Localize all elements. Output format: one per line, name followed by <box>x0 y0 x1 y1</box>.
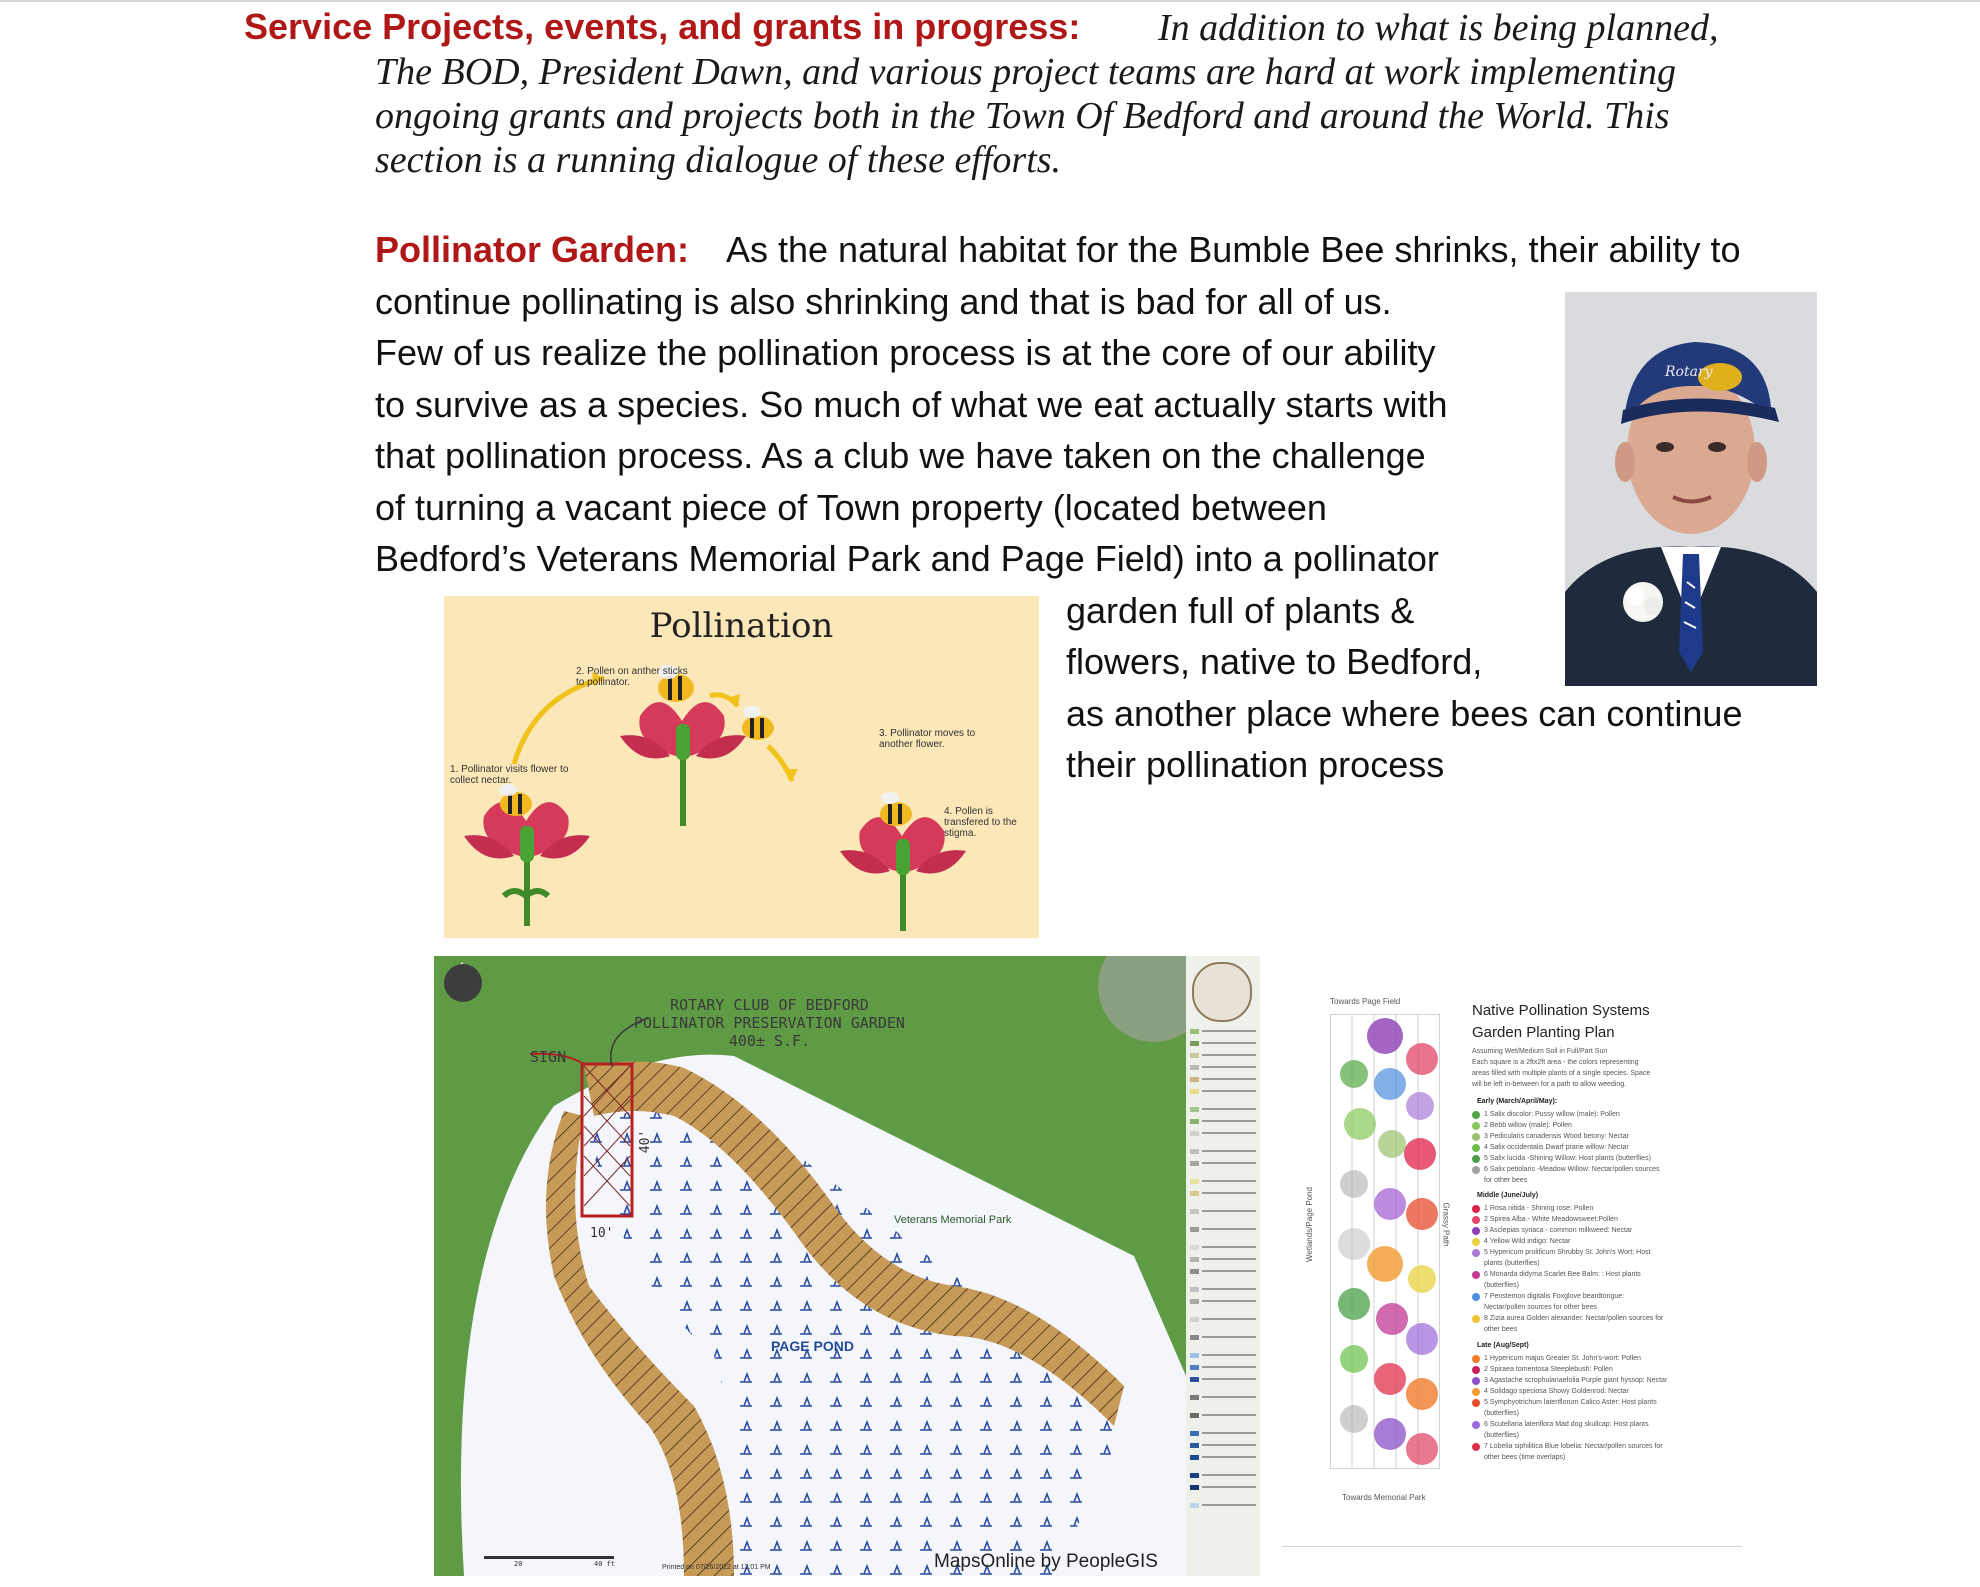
plan-note-3: areas filled with multiple plants of a single species. Space <box>1472 1070 1651 1077</box>
intro-line-2: The BOD, President Dawn, and various project teams are hard at work implementing <box>375 51 1677 93</box>
plan-note-4: will be left in-between for a path to allow weeding. <box>1472 1081 1627 1088</box>
middle-item-2: 2 Spirea Alba - White Meadowsweet:Pollen <box>1484 1216 1618 1223</box>
dimension-40: 40' <box>638 1129 654 1154</box>
middle-item-6: plants (butterflies) <box>1484 1260 1540 1267</box>
middle-label: Middle (June/July) <box>1477 1192 1539 1199</box>
middle-item-7: 6 Monarda didyma Scarlet Bee Balm: : Host plants <box>1484 1271 1641 1278</box>
pollinator-title: Pollinator Garden: <box>375 229 690 270</box>
early-item-5: 5 Salix lucida -Shining Willow: Host plants (butterflies) <box>1484 1155 1651 1162</box>
late-item-6: (butterflies) <box>1484 1410 1520 1417</box>
pollinator-line-4: to survive as a species. So much of what we eat actually starts with <box>375 384 1448 425</box>
pollinator-line-3: Few of us realize the pollination process is at the core of our ability <box>375 332 1436 373</box>
early-item-6: 6 Salix petiolaris -Meadow Willow: Nectar/pollen sources <box>1484 1166 1660 1173</box>
late-item-5: 5 Symphyotrichum lateriflorum Calico Aster: Host plants <box>1484 1399 1657 1406</box>
dimension-10: 10' <box>590 1226 614 1241</box>
pollination-step-3: 3. Pollinator moves to another flower. <box>879 728 976 750</box>
intro-heading: Service Projects, events, and grants in progress: <box>244 6 1081 47</box>
pollination-step-4: 4. Pollen is transfered to the stigma. <box>944 806 1017 839</box>
late-item-7: 6 Scutellaria lateriflora Mad dog skullcap: Host plants <box>1484 1421 1649 1428</box>
sign-label: SIGN <box>530 1048 567 1066</box>
scale-label-40: 40 ft <box>594 1560 616 1568</box>
middle-item-3: 3 Asclepias syriaca - common milkweed: Nectar <box>1484 1227 1633 1234</box>
scale-label-20: 20 <box>514 1560 523 1568</box>
pollinator-line-8: garden full of plants & <box>1066 590 1415 631</box>
plan-title-1: Native Pollination Systems <box>1472 1002 1650 1019</box>
top-rule <box>0 0 1980 2</box>
late-item-2: 2 Spiraea tomentosa Steeplebush: Pollen <box>1484 1366 1613 1373</box>
middle-item-11: 8 Zizia aurea Golden alexander: Nectar/pollen sources for <box>1484 1315 1664 1322</box>
pollination-title: Pollination <box>649 606 834 646</box>
map-title-line-2: POLLINATOR PRESERVATION GARDEN <box>634 1014 905 1032</box>
late-item-3: 3 Agastache scrophulariaefolia Purple giant hyssop: Nectar <box>1484 1377 1668 1384</box>
plan-title-2: Garden Planting Plan <box>1472 1024 1615 1041</box>
early-item-2: 2 Bebb willow (male): Pollen <box>1484 1122 1572 1129</box>
plan-title <box>1472 1000 1650 1044</box>
pollinator-line-6: of turning a vacant piece of Town property (located between <box>375 487 1327 528</box>
garden-site-map <box>434 956 1260 1576</box>
late-item-4: 4 Solidago speciosa Showy Goldenrod: Nectar <box>1484 1388 1629 1395</box>
pollinator-line-2: continue pollinating is also shrinking and that is bad for all of us. <box>375 281 1392 322</box>
intro-line-1: In addition to what is being planned, <box>1158 7 1719 49</box>
planting-plan <box>1282 980 1742 1552</box>
late-item-9: 7 Lobelia siphilitica Blue lobelia: Nectar/pollen sources for <box>1484 1443 1663 1450</box>
map-title <box>634 996 905 1050</box>
middle-item-12: other bees <box>1484 1326 1518 1333</box>
map-title-line-3: 400± S.F. <box>728 1032 811 1050</box>
late-item-10: other bees (time overlaps) <box>1484 1454 1566 1461</box>
pollinator-line-7: Bedford’s Veterans Memorial Park and Page Field) into a pollinator <box>375 538 1439 579</box>
pollinator-line-11: their pollination process <box>1066 744 1445 785</box>
pollination-step-1: 1. Pollinator visits flower to collect nectar. <box>450 764 569 786</box>
pollinator-line-1: As the natural habitat for the Bumble Bee shrinks, their ability to <box>726 229 1741 270</box>
flower-2 <box>620 702 746 826</box>
middle-item-8: (butterflies) <box>1484 1282 1520 1289</box>
early-item-3: 3 Pedicularis canadensis Wood betony: Nectar <box>1484 1133 1630 1140</box>
plan-divider <box>1282 1546 1742 1547</box>
intro-line-3: ongoing grants and projects both in the Town Of Bedford and around the World. This <box>375 95 1670 137</box>
portrait-illustration <box>1565 292 1817 686</box>
flower-1 <box>464 802 590 926</box>
middle-item-10: Nectar/pollen sources for other bees <box>1484 1304 1597 1311</box>
planting-grid <box>1330 1014 1440 1469</box>
late-label: Late (Aug/Sept) <box>1477 1342 1529 1349</box>
plan-note-1: Assuming Wet/Medium Soil in Full/Part Sun <box>1472 1048 1608 1055</box>
map-title-line-1: ROTARY CLUB OF BEDFORD <box>670 996 869 1014</box>
pollinator-line-10: as another place where bees can continue <box>1066 693 1743 734</box>
late-item-8: (butterflies) <box>1484 1432 1520 1439</box>
cap-text: Rotary <box>1665 364 1713 380</box>
plan-bottom-label: Towards Memorial Park <box>1342 1493 1426 1502</box>
pollinator-line-9: flowers, native to Bedford, <box>1066 641 1483 682</box>
pollination-step-2: 2. Pollen on anther sticks to pollinator. <box>576 666 688 688</box>
plan-note-2: Each square is a 2ftx2ft area - the colors representing <box>1472 1059 1639 1066</box>
early-label: Early (March/April/May): <box>1477 1098 1558 1105</box>
middle-item-4: 4 Yellow Wild indigo: Nectar <box>1484 1238 1571 1245</box>
late-item-1: 1 Hypericum majus Greater St. John's-wort: Pollen <box>1484 1355 1641 1362</box>
pollinator-line-5: that pollination process. As a club we have taken on the challenge <box>375 435 1426 476</box>
portrait-photo <box>1565 292 1817 686</box>
early-item-1: 1 Salix discolor: Pussy willow (male): Pollen <box>1484 1111 1620 1118</box>
early-item-7: for other bees <box>1484 1177 1528 1184</box>
map-credit: MapsOnline by PeopleGIS <box>934 1551 1158 1572</box>
printed-date: Printed on 07/26/2022 at 12:01 PM <box>662 1564 771 1571</box>
map-legend <box>1186 956 1260 1576</box>
pond-label: PAGE POND <box>771 1338 854 1354</box>
scale-bar <box>484 1556 614 1559</box>
plan-right-label: Grassy Path <box>1441 1202 1451 1247</box>
early-item-4: 4 Salix occidentalis Dwarf prarie willow: Nectar <box>1484 1144 1629 1151</box>
park-label: Veterans Memorial Park <box>894 1214 1012 1226</box>
north-arrow-icon <box>444 964 482 1002</box>
middle-item-9: 7 Penstemon digitalis Foxglove beardtongue: <box>1484 1293 1625 1300</box>
planting-grid-drawing <box>1330 1014 1440 1469</box>
town-seal-icon <box>1192 962 1252 1022</box>
plan-top-label: Towards Page Field <box>1330 997 1401 1006</box>
middle-item-1: 1 Rosa nitida - Shining rose: Pollen <box>1484 1205 1594 1212</box>
plan-left-label: Wetlands/Page Pond <box>1305 1186 1315 1263</box>
middle-item-5: 5 Hypericum prolificum Shrubby St. John's Wort: Host <box>1484 1249 1651 1256</box>
pollination-diagram <box>444 596 1039 938</box>
intro-line-4: section is a running dialogue of these efforts. <box>375 139 1062 181</box>
